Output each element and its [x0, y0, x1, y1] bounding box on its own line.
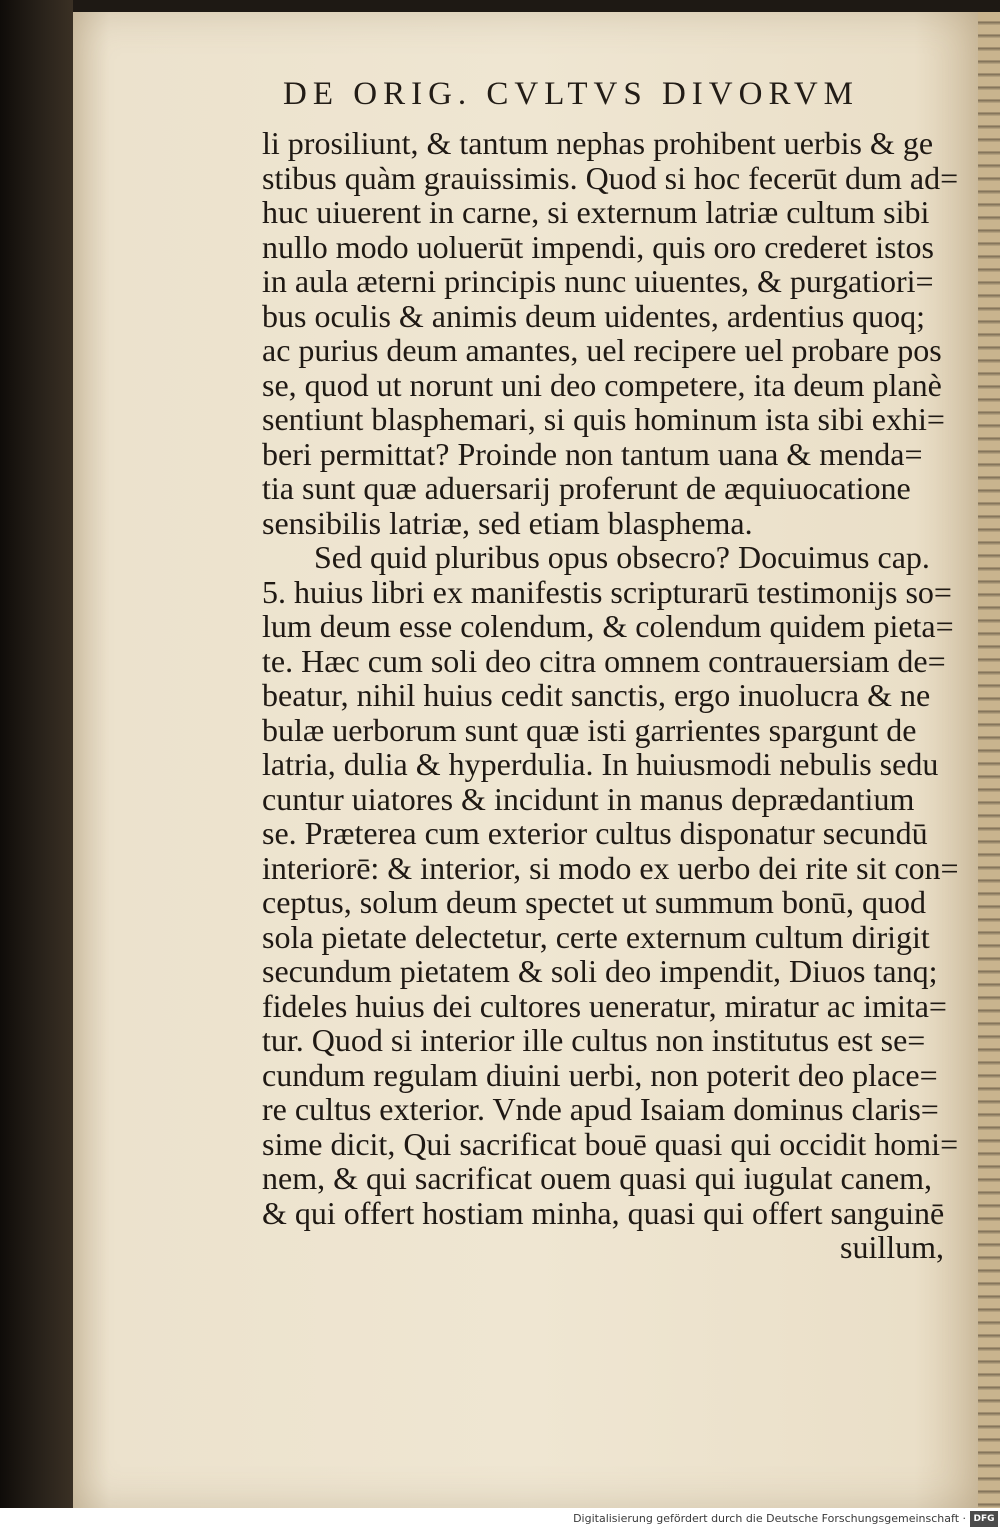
running-head: DE ORIG. CVLTVS DIVORVM: [283, 76, 859, 112]
text-line: beri permittat? Proinde non tantum uana & menda=: [262, 435, 923, 472]
text-line: 5. huius libri ex manifestis scripturarū testimonijs so=: [262, 573, 952, 610]
text-line: tur. Quod si interior ille cultus non institutus est se=: [262, 1022, 926, 1058]
text-line: sime dicit, Qui sacrificat bouē quasi qui occidit homi=: [262, 1125, 959, 1162]
text-line: sola pietate delectetur, certe externum cultum dirigit: [262, 918, 930, 955]
body-text: [262, 126, 962, 1265]
text-line: re cultus exterior. Vnde apud Isaiam dominus claris=: [262, 1091, 939, 1127]
text-line: lum deum esse colendum, & colendum quidem pieta=: [262, 608, 954, 644]
text-line: ac purius deum amantes, uel recipere uel probare pos: [262, 332, 942, 368]
text-line: se, quod ut norunt uni deo competere, ita deum planè: [262, 366, 942, 403]
text-line: in aula æterni principis nunc uiuentes, & purgatiori=: [262, 263, 934, 299]
text-line: cundum regulam diuini uerbi, non poterit deo place=: [262, 1056, 938, 1093]
text-line: li prosiliunt, & tantum nephas prohibent uerbis & ge: [262, 125, 934, 161]
dfg-logo-icon: DFG: [970, 1511, 998, 1527]
text-line: te. Hæc cum soli deo citra omnem contrauersiam de=: [262, 642, 946, 679]
text-line: bus oculis & animis deum uidentes, ardentius quoq;: [262, 297, 926, 334]
text-line: cuntur uiatores & incidunt in manus deprædantium: [262, 780, 915, 817]
text-line: stibus quàm grauissimis. Quod si hoc fecerūt dum ad=: [262, 159, 959, 196]
text-line: interiorē: & interior, si modo ex uerbo dei rite sit con=: [262, 849, 959, 886]
text-line: sensibilis latriæ, sed etiam blasphema.: [262, 504, 753, 541]
text-line: & qui offert hostiam minha, quasi qui offert sanguinē: [262, 1194, 945, 1231]
text-line: secundum pietatem & soli deo impendit, Diuos tanq;: [262, 953, 938, 989]
text-line: nullo modo uoluerūt impendi, quis oro crederet istos: [262, 228, 934, 265]
binding-shadow: [0, 0, 73, 1508]
text-line: huc uiuerent in carne, si externum latriæ cultum sibi: [262, 194, 930, 230]
text-line: sentiunt blasphemari, si quis hominum ista sibi exhi=: [262, 401, 945, 437]
text-line: bulæ uerborum sunt quæ isti garrientes spargunt de: [262, 711, 917, 748]
funding-notice: Digitalisierung gefördert durch die Deutsche Forschungsgemeinschaft ·: [573, 1512, 966, 1525]
text-line: ceptus, solum deum spectet ut summum bonū, quod: [262, 884, 926, 920]
text-line: beatur, nihil huius cedit sanctis, ergo inuolucra & ne: [262, 677, 931, 713]
text-line: latria, dulia & hyperdulia. In huiusmodi nebulis sedu: [262, 746, 939, 782]
catchword: suillum,: [839, 1229, 944, 1265]
paragraph-start-line: Sed quid pluribus opus obsecro? Docuimus cap.: [314, 539, 930, 575]
text-line: fideles huius dei cultores ueneratur, miratur ac imita=: [262, 987, 947, 1024]
footer-bar: [0, 1508, 1000, 1532]
text-line: tia sunt quæ aduersarij proferunt de æquiuocatione: [262, 470, 911, 506]
text-line: nem, & qui sacrificat ouem quasi qui iugulat canem,: [262, 1160, 933, 1196]
page-edges: [978, 12, 1000, 1508]
text-line: se. Præterea cum exterior cultus disponatur secundū: [262, 815, 928, 851]
